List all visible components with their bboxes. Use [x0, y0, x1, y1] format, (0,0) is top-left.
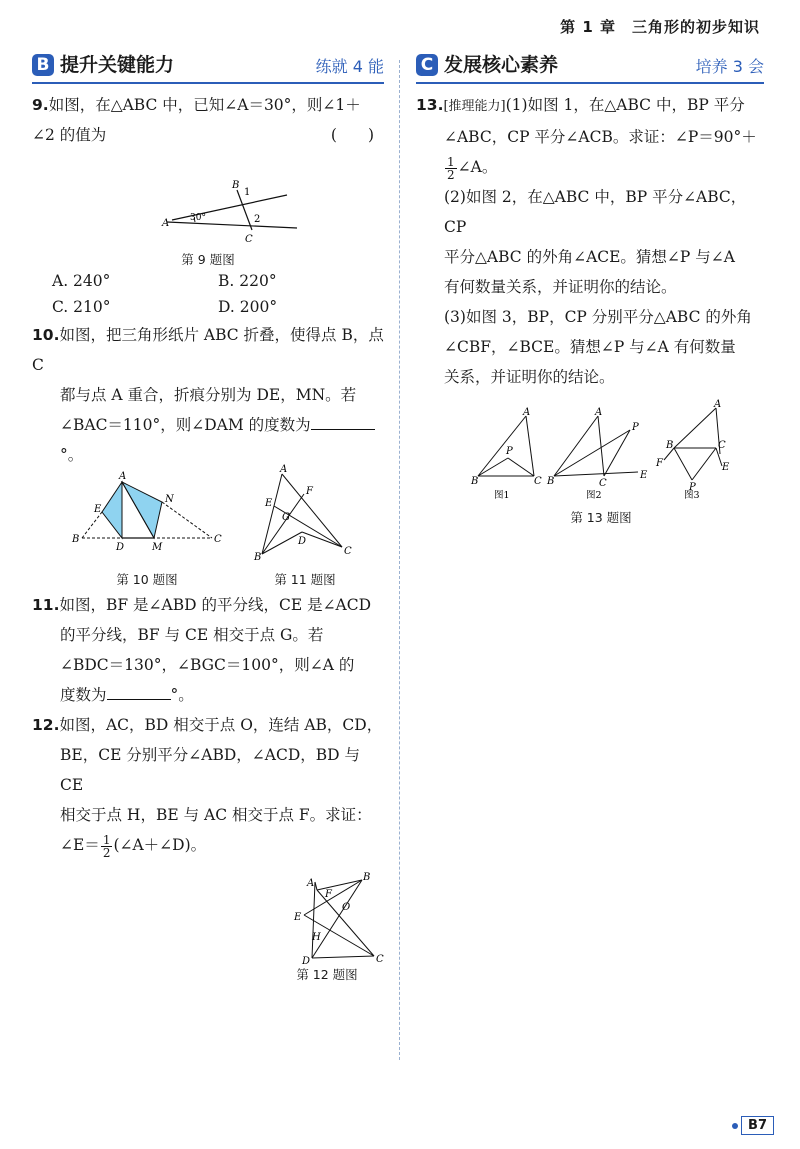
q12-label-o: O — [342, 902, 351, 913]
q13-fig1-label: 图1 — [494, 490, 510, 501]
q13-f2-label-c: C — [599, 478, 607, 489]
q11-label-b: B — [254, 552, 262, 563]
q13-fraction — [445, 156, 457, 181]
q11-label-d: D — [298, 536, 307, 547]
section-b-header — [32, 52, 384, 84]
q13-figures — [416, 399, 764, 508]
q13-figure-2 — [546, 407, 648, 501]
q10-label-a: A — [119, 471, 127, 482]
q13-p2-line2: 平分△ABC 的外角∠ACE。猜想∠P 与∠A — [444, 248, 735, 266]
section-b-title: 提升关键能力 — [60, 54, 175, 76]
q9-figure — [32, 150, 384, 250]
q10-line3-end: °。 — [60, 446, 84, 464]
q12-label-f: F — [325, 889, 332, 900]
q13-p3-line3: 关系，并证明你的结论。 — [444, 368, 615, 386]
q9-caption: 第 9 题图 — [181, 252, 235, 267]
q9-choice-d[interactable]: D. 200° — [218, 298, 278, 316]
q13-number: 13. — [416, 96, 444, 114]
q11-figure — [252, 462, 372, 562]
q12-line4: ∠E＝ — [60, 836, 100, 854]
question-10 — [32, 320, 384, 470]
q10-line2: 都与点 A 重合，折痕分别为 DE，MN。若 — [60, 386, 357, 404]
q12-figure — [32, 870, 384, 965]
q9-choice-b[interactable]: B. 220° — [218, 272, 277, 290]
section-c-header — [416, 52, 764, 84]
q11-line1: 如图，BF 是∠ABD 的平分线，CE 是∠ACD — [59, 596, 372, 614]
q12-label-b: B — [363, 872, 371, 883]
q13-fig3-label: 图3 — [684, 490, 700, 501]
q13-f1-label-c: C — [534, 476, 542, 487]
q11-line4: 度数为 — [60, 686, 107, 704]
q13-figure-3 — [655, 399, 730, 501]
q11-label-c: C — [344, 546, 352, 557]
q9-label-2: 2 — [254, 214, 261, 225]
left-column — [32, 52, 384, 983]
q13-f2-label-e: E — [640, 470, 648, 481]
q13-caption: 第 13 题图 — [570, 510, 632, 525]
q13-f1-label-b: B — [471, 476, 479, 487]
q13-figure-1 — [470, 407, 542, 501]
q9-line2: ∠2 的值为 — [32, 126, 107, 144]
section-b-badge: B — [32, 54, 54, 76]
page-number: B7 — [741, 1116, 774, 1135]
q10-caption: 第 10 题图 — [116, 572, 178, 587]
q12-label-a: A — [307, 878, 315, 889]
q9-choice-c[interactable]: C. 210° — [52, 298, 111, 316]
q12-label-c: C — [376, 954, 384, 965]
q10-number: 10. — [32, 326, 60, 344]
q13-frac-num: 1 — [447, 154, 455, 169]
q9-number: 9. — [32, 96, 49, 114]
q12-line3: 相交于点 H，BE 与 AC 相交于点 F。求证： — [60, 806, 372, 824]
q9-label-b: B — [232, 180, 240, 191]
q13-f2-label-p: P — [632, 422, 639, 433]
section-b-tag: 练就 4 能 — [315, 57, 384, 76]
q9-choices — [32, 268, 384, 320]
q9-choice-a[interactable]: A. 240° — [52, 272, 111, 290]
q10-line3: ∠BAC＝110°，则∠DAM 的度数为 — [60, 416, 311, 434]
q13-f3-label-f: F — [656, 458, 663, 469]
q13-f3-label-c: C — [718, 440, 726, 451]
q11-number: 11. — [32, 596, 60, 614]
section-c-title: 发展核心素养 — [444, 54, 559, 76]
q13-f3-label-a: A — [714, 399, 722, 410]
q13-p2-line3: 有何数量关系，并证明你的结论。 — [444, 278, 677, 296]
q10-label-b: B — [72, 534, 80, 545]
question-9 — [32, 90, 384, 320]
q10-answer-blank[interactable] — [311, 415, 375, 430]
q9-label-c: C — [245, 234, 253, 245]
q13-f3-label-p: P — [689, 482, 696, 493]
right-column — [416, 52, 764, 526]
q10-label-n: N — [165, 494, 174, 505]
q9-line1: 如图，在△ABC 中，已知∠A＝30°，则∠1＋ — [48, 96, 361, 114]
q11-line4-end: °。 — [170, 686, 194, 704]
q13-p3-line2: ∠CBF，∠BCE。猜想∠P 与∠A 有何数量 — [444, 338, 736, 356]
q11-line2: 的平分线，BF 与 CE 相交于点 G。若 — [60, 626, 324, 644]
section-c-badge: C — [416, 54, 438, 76]
q10-q11-captions — [32, 570, 384, 590]
q10-label-m: M — [152, 542, 163, 553]
q10-label-c: C — [214, 534, 222, 545]
q12-line2: BE，CE 分别平分∠ABD，∠ACD，BD 与 CE — [60, 746, 361, 794]
q9-label-1: 1 — [244, 187, 251, 198]
q11-label-f: F — [306, 486, 313, 497]
q12-line4-end: (∠A＋∠D)。 — [113, 836, 207, 854]
q13-f3-label-b: B — [666, 440, 674, 451]
q12-line1: 如图，AC，BD 相交于点 O，连结 AB，CD， — [59, 716, 383, 734]
q13-f2-label-b: B — [547, 476, 555, 487]
q10-line1: 如图，把三角形纸片 ABC 折叠，使得点 B，点 C — [32, 326, 384, 374]
q13-fig2-label: 图2 — [586, 490, 602, 501]
q10-q11-figures — [32, 464, 384, 570]
q13-p1-line2: ∠ABC，CP 平分∠ACB。求证：∠P＝90°＋ — [444, 128, 757, 146]
q9-label-angle: 30° — [190, 213, 206, 223]
question-12 — [32, 710, 384, 983]
q13-f2-label-a: A — [595, 407, 603, 418]
column-divider — [399, 60, 400, 1060]
q13-f1-label-p: P — [506, 446, 513, 457]
q12-fraction — [101, 834, 113, 859]
page-dot-icon — [732, 1123, 738, 1129]
q13-p3-line1: (3)如图 3，BP，CP 分别平分△ABC 的外角 — [444, 308, 752, 326]
q12-label-h: H — [312, 932, 321, 943]
q9-answer-paren: ( ) — [330, 126, 374, 144]
q12-caption: 第 12 题图 — [296, 967, 358, 982]
section-c-tag: 培养 3 会 — [695, 57, 764, 76]
q12-number: 12. — [32, 716, 60, 734]
q13-frac-den: 2 — [447, 167, 455, 182]
q13-p1-line3: ∠A。 — [457, 158, 498, 176]
q10-label-d: D — [116, 542, 125, 553]
q10-label-e: E — [94, 504, 102, 515]
q13-f1-label-a: A — [523, 407, 531, 418]
chapter-header: 第 1 章 三角形的初步知识 — [560, 18, 760, 36]
q13-tag: [推理能力] — [443, 99, 506, 114]
q13-f3-label-e: E — [722, 462, 730, 473]
q13-p1-line1: (1)如图 1，在△ABC 中，BP 平分 — [505, 96, 745, 114]
q11-label-g: G — [282, 512, 290, 523]
q11-caption: 第 11 题图 — [274, 572, 336, 587]
question-11 — [32, 590, 384, 710]
q11-label-a: A — [280, 464, 288, 475]
q11-line3: ∠BDC＝130°，∠BGC＝100°，则∠A 的 — [60, 656, 355, 674]
q9-label-a: A — [162, 218, 170, 229]
q12-label-e: E — [294, 912, 302, 923]
q12-frac-num: 1 — [102, 832, 111, 847]
q11-label-e: E — [265, 498, 273, 509]
q12-frac-den: 2 — [102, 845, 111, 860]
q11-answer-blank[interactable] — [107, 685, 171, 700]
q12-label-d: D — [302, 956, 311, 967]
q13-p2-line1: (2)如图 2，在△ABC 中，BP 平分∠ABC，CP — [444, 188, 747, 236]
question-13 — [416, 90, 764, 526]
